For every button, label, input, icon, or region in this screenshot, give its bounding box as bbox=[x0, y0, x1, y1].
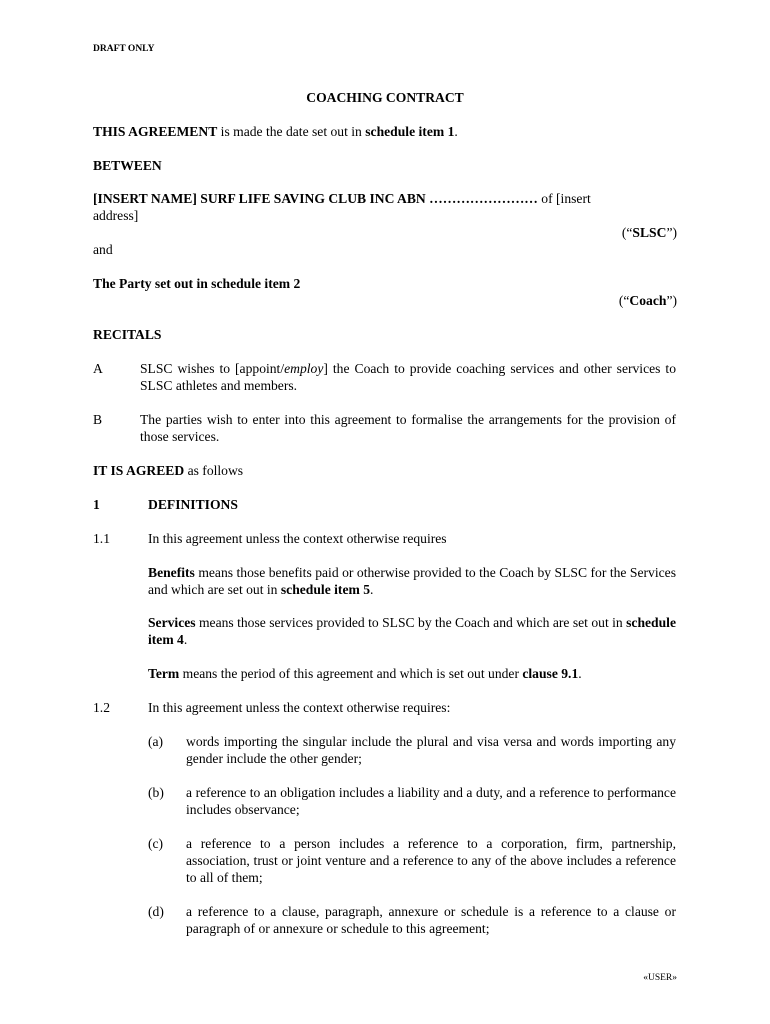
clause-number: 1.1 bbox=[93, 531, 110, 546]
party1-line2: address] bbox=[93, 208, 139, 223]
definition-term: Services bbox=[148, 615, 196, 630]
party2-defined-term: Coach bbox=[629, 293, 667, 308]
recitals-heading: RECITALS bbox=[93, 327, 162, 342]
party2-defined-close: ”) bbox=[666, 293, 677, 308]
recital-text-italic: employ bbox=[284, 361, 324, 376]
agreed-bold: IT IS AGREED bbox=[93, 463, 185, 478]
definition-benefits bbox=[148, 564, 676, 598]
recital-text-before: The parties wish to enter into this agreement to formalise the arrangements for the provision of those services. bbox=[140, 412, 676, 444]
recital-text bbox=[140, 411, 676, 445]
definition-term-item bbox=[148, 665, 582, 682]
definition-text: means the period of this agreement and which is set out under bbox=[179, 666, 523, 681]
clause-text: In this agreement unless the context otherwise requires bbox=[148, 531, 447, 546]
definition-ref: schedule item 5 bbox=[280, 582, 370, 597]
definition-term: Term bbox=[148, 666, 180, 681]
agreement-intro-bold: THIS AGREEMENT bbox=[93, 124, 218, 139]
agreed-line bbox=[93, 462, 243, 479]
recital-text bbox=[140, 360, 676, 394]
definition-text: means those benefits paid or otherwise provided to the Coach by SLSC for the Services and which are set out in bbox=[148, 565, 676, 597]
definition-ref: schedule item 4 bbox=[148, 615, 676, 647]
party1-defined-close: ”) bbox=[666, 225, 677, 240]
item-label: (a) bbox=[148, 734, 164, 749]
party1-defined bbox=[622, 224, 677, 241]
recital-text-after: ] the Coach to provide coaching services and other services to SLSC athletes and members. bbox=[140, 361, 676, 393]
party2-defined bbox=[619, 292, 677, 309]
definition-end: . bbox=[183, 632, 188, 647]
item-text: a reference to a person includes a reference to a corporation, firm, partnership, association, trust or joint venture and a reference to any of the above includes a reference to all of them; bbox=[186, 836, 676, 885]
recital-label: A bbox=[93, 361, 103, 376]
document-title: COACHING CONTRACT bbox=[306, 90, 464, 105]
party1-name: [INSERT NAME] SURF LIFE SAVING CLUB INC ABN …………………… bbox=[93, 191, 538, 206]
draft-label: DRAFT ONLY bbox=[93, 44, 155, 54]
agreed-text: as follows bbox=[184, 463, 244, 478]
item-label: (b) bbox=[148, 785, 164, 800]
agreement-intro bbox=[93, 123, 458, 140]
item-label: (c) bbox=[148, 836, 164, 851]
definition-services bbox=[148, 614, 676, 648]
and-text: and bbox=[93, 242, 113, 257]
recital-label: B bbox=[93, 412, 103, 427]
definition-ref: clause 9.1 bbox=[522, 666, 579, 681]
party1-defined-term: SLSC bbox=[632, 225, 667, 240]
agreement-intro-end: . bbox=[454, 124, 458, 139]
definition-end: . bbox=[370, 582, 374, 597]
recital-text-before: SLSC wishes to [appoint/ bbox=[140, 361, 285, 376]
section-title: DEFINITIONS bbox=[148, 497, 238, 512]
definition-end: . bbox=[578, 666, 582, 681]
item-text: a reference to a clause, paragraph, annexure or schedule is a reference to a clause or paragraph of or annexure or schedule to this agreement; bbox=[186, 904, 676, 936]
party1-line1 bbox=[93, 190, 591, 207]
item-text: a reference to an obligation includes a liability and a duty, and a reference to performance includes observance; bbox=[186, 785, 676, 817]
party2-name: The Party set out in schedule item 2 bbox=[93, 276, 301, 291]
item-text: words importing the singular include the plural and visa versa and words importing any gender include the other gender; bbox=[186, 734, 676, 766]
agreement-intro-ref: schedule item 1 bbox=[365, 124, 455, 139]
footer-user-field: «USER» bbox=[643, 973, 677, 983]
definition-term: Benefits bbox=[148, 565, 195, 580]
definition-text: means those services provided to SLSC by the Coach and which are set out in bbox=[195, 615, 627, 630]
agreement-intro-text: is made the date set out in bbox=[217, 124, 366, 139]
party1-defined-open: (“ bbox=[621, 225, 633, 240]
item-label: (d) bbox=[148, 904, 164, 919]
party1-tail: of [insert bbox=[537, 191, 591, 206]
party2-defined-open: (“ bbox=[618, 293, 630, 308]
between-heading: BETWEEN bbox=[93, 158, 162, 173]
clause-text: In this agreement unless the context otherwise requires: bbox=[148, 700, 451, 715]
section-number: 1 bbox=[93, 497, 100, 512]
clause-number: 1.2 bbox=[93, 700, 110, 715]
